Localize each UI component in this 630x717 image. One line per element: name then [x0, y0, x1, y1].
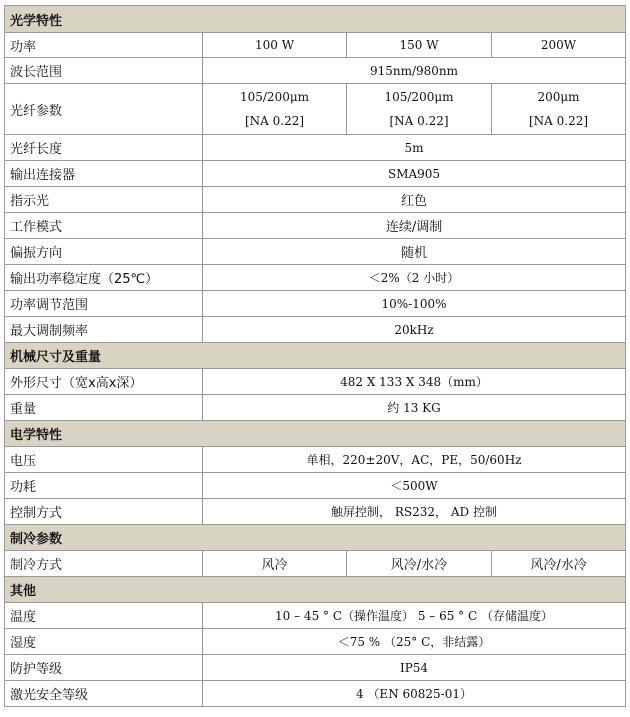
row-value: 915nm/980nm: [203, 58, 626, 84]
row-value: ＜2%（2 小时）: [203, 265, 626, 291]
row-label: 外形尺寸（宽x高x深）: [5, 369, 203, 395]
row-label: 控制方式: [5, 499, 203, 525]
row-value: 单相，220±20V，AC，PE，50/60Hz: [203, 447, 626, 473]
row-value: 连续/调制: [203, 213, 626, 239]
row-label: 最大调制频率: [5, 317, 203, 343]
fiber-param-3: [492, 84, 626, 135]
row-weight: [5, 395, 626, 421]
row-cooling-method: [5, 551, 626, 577]
fiber-core: 105/200μm: [384, 90, 454, 104]
power-100w: 100 W: [203, 33, 347, 58]
row-humidity: [5, 629, 626, 655]
row-indicator: [5, 187, 626, 213]
row-polarization: [5, 239, 626, 265]
row-label: 激光安全等级: [5, 681, 203, 707]
row-label: 功耗: [5, 473, 203, 499]
row-consumption: [5, 473, 626, 499]
row-temperature: [5, 603, 626, 629]
section-title: 机械尺寸及重量: [5, 343, 626, 369]
row-label: 制冷方式: [5, 551, 203, 577]
spec-sheet: [4, 5, 625, 707]
cooling-3: 风冷/水冷: [492, 551, 626, 577]
fiber-core: 105/200μm: [239, 90, 310, 104]
row-label: 输出功率稳定度（25℃）: [5, 265, 203, 291]
row-control: [5, 499, 626, 525]
row-value: 20kHz: [203, 317, 626, 343]
fiber-param-1: [203, 84, 347, 135]
section-title: 其他: [5, 577, 626, 603]
row-label: 光纤长度: [5, 135, 203, 161]
fiber-na: [NA 0.22]: [244, 114, 305, 128]
row-label: 重量: [5, 395, 203, 421]
row-protection: [5, 655, 626, 681]
row-power: [5, 33, 626, 58]
row-dimensions: [5, 369, 626, 395]
row-value: IP54: [203, 655, 626, 681]
row-value: ＜75 % （25° C，非结露）: [203, 629, 626, 655]
row-label: 电压: [5, 447, 203, 473]
fiber-core: 200μm: [537, 90, 580, 104]
cooling-2: 风冷/水冷: [347, 551, 492, 577]
fiber-param-2: [347, 84, 492, 135]
row-label: 输出连接器: [5, 161, 203, 187]
row-value: 约 13 KG: [203, 395, 626, 421]
row-value: 10 – 45 ° C（操作温度） 5 – 65 ° C （存储温度）: [203, 603, 626, 629]
row-label: 波长范围: [5, 58, 203, 84]
section-electrical: [5, 421, 626, 447]
power-150w: 150 W: [347, 33, 492, 58]
row-label: 指示光: [5, 187, 203, 213]
row-value: SMA905: [203, 161, 626, 187]
power-200w: 200W: [492, 33, 626, 58]
fiber-na: [NA 0.22]: [528, 114, 589, 128]
row-label: 温度: [5, 603, 203, 629]
section-title: 制冷参数: [5, 525, 626, 551]
row-laser-safety: [5, 681, 626, 707]
row-max-mod-freq: [5, 317, 626, 343]
section-other: [5, 577, 626, 603]
row-fiber-length: [5, 135, 626, 161]
row-label: 工作模式: [5, 213, 203, 239]
row-value: 红色: [203, 187, 626, 213]
row-power-adjust: [5, 291, 626, 317]
row-label: 光纤参数: [5, 84, 203, 135]
row-value: 4 （EN 60825-01）: [203, 681, 626, 707]
spec-table: [4, 5, 626, 707]
row-value: 随机: [203, 239, 626, 265]
section-cooling: [5, 525, 626, 551]
cooling-1: 风冷: [203, 551, 347, 577]
section-title: 电学特性: [5, 421, 626, 447]
row-label: 功率调节范围: [5, 291, 203, 317]
row-label: 湿度: [5, 629, 203, 655]
row-value: 10%-100%: [203, 291, 626, 317]
row-value: 5m: [203, 135, 626, 161]
row-label: 偏振方向: [5, 239, 203, 265]
row-output-connector: [5, 161, 626, 187]
row-value: ＜500W: [203, 473, 626, 499]
row-label: 防护等级: [5, 655, 203, 681]
row-fiber-params: [5, 84, 626, 135]
section-mechanical: [5, 343, 626, 369]
section-optical: [5, 6, 626, 33]
row-wavelength: [5, 58, 626, 84]
row-voltage: [5, 447, 626, 473]
row-label: 功率: [5, 33, 203, 58]
row-value: 触屏控制， RS232， AD 控制: [203, 499, 626, 525]
row-power-stability: [5, 265, 626, 291]
row-work-mode: [5, 213, 626, 239]
fiber-na: [NA 0.22]: [389, 114, 449, 128]
section-title: 光学特性: [5, 6, 626, 33]
row-value: 482 X 133 X 348（mm）: [203, 369, 626, 395]
